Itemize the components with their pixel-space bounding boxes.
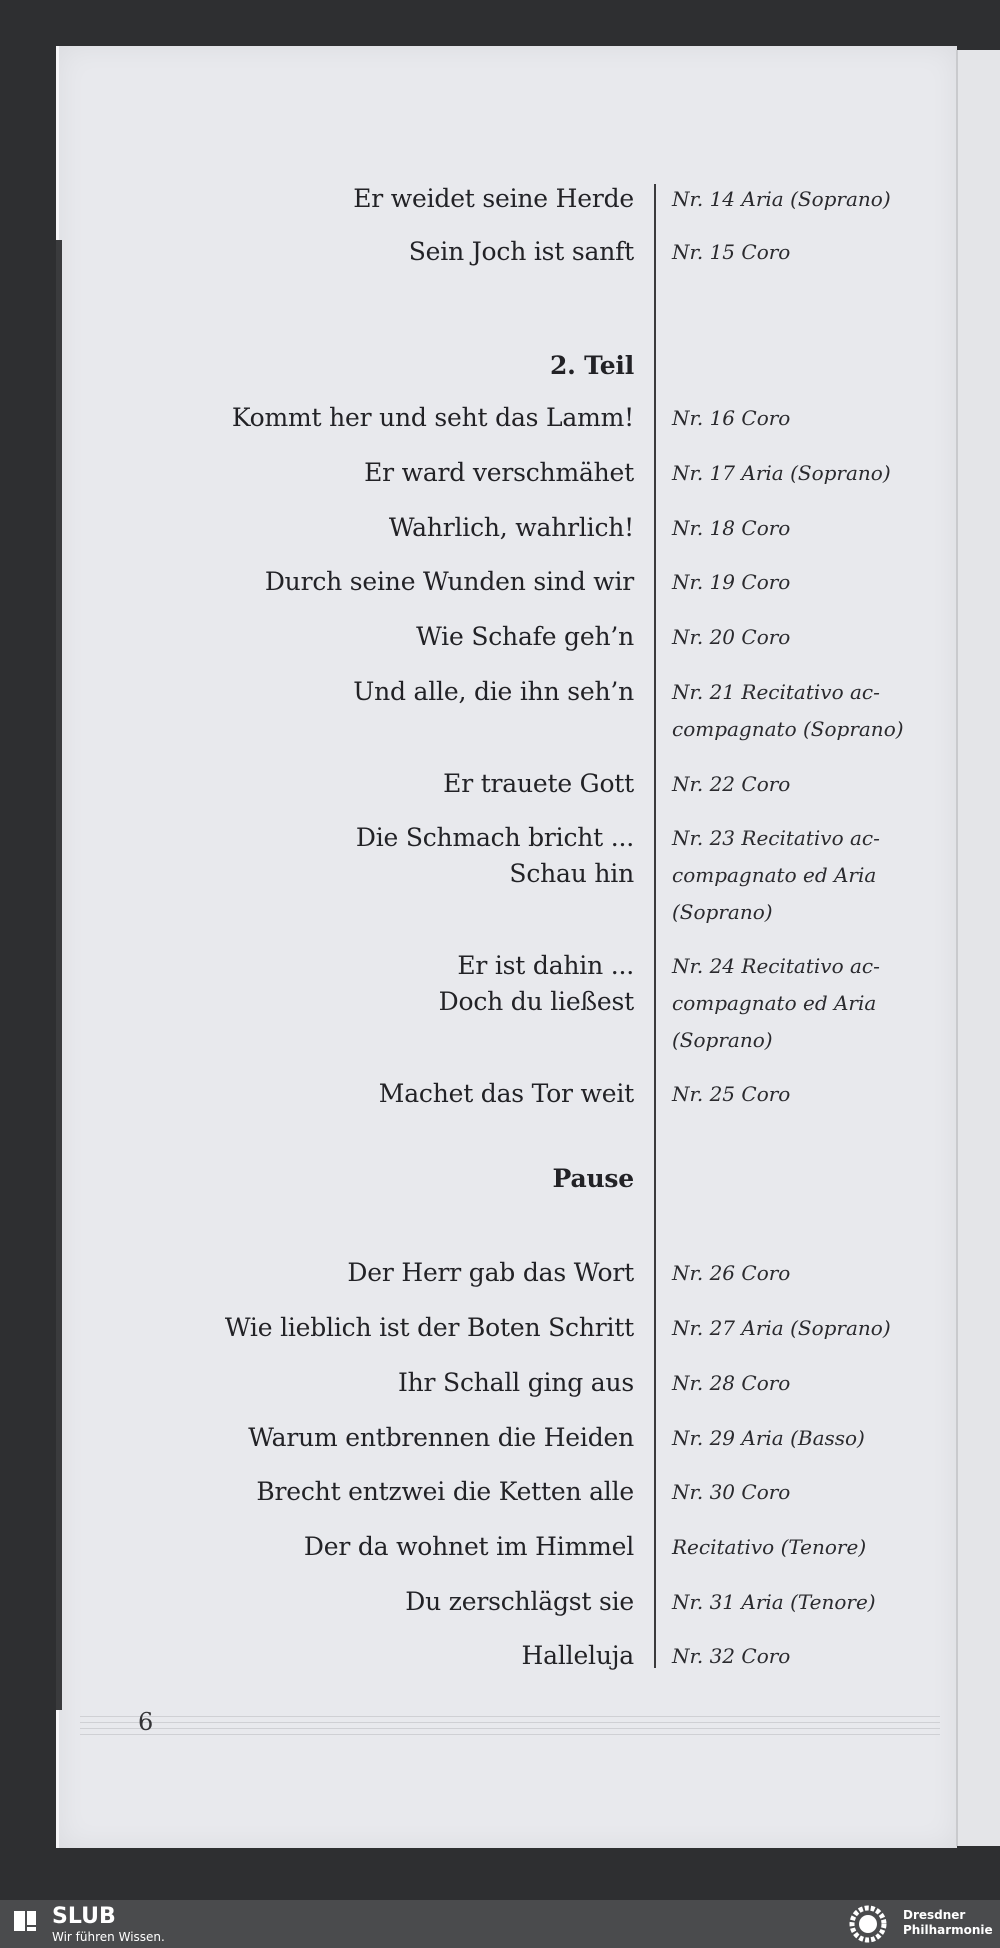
slub-tagline: Wir führen Wissen.: [52, 1930, 165, 1944]
entry-title: Der Herr gab das Wort: [347, 1258, 634, 1287]
entry-number: Nr. 27 Aria (Soprano): [672, 1316, 891, 1340]
entry-title: Er ist dahin ...: [457, 951, 634, 980]
entry-title: Er trauete Gott: [443, 769, 634, 798]
entry-number: Nr. 21 Recitativo ac- compagnato (Soprano): [672, 680, 904, 741]
entry-title: Warum entbrennen die Heiden: [248, 1423, 634, 1452]
entry-number: Nr. 26 Coro: [672, 1261, 791, 1285]
entry-number: Nr. 20 Coro: [672, 625, 791, 649]
entry-title: Kommt her und seht das Lamm!: [231, 403, 634, 432]
slub-logo-icon: [12, 1908, 38, 1934]
philharmonie-name: [903, 1908, 993, 1938]
entry-number: Nr. 14 Aria (Soprano): [672, 187, 891, 211]
section-title: Pause: [552, 1164, 634, 1193]
entry-number: Nr. 28 Coro: [672, 1371, 791, 1395]
philharmonie-line2: Philharmonie: [903, 1923, 993, 1937]
entry-title: Sein Joch ist sanft: [408, 237, 634, 266]
footer-bar: [0, 1900, 1000, 1948]
entry-title: Ihr Schall ging aus: [397, 1368, 634, 1397]
next-page-edge: [956, 50, 1000, 1846]
entry-number: Nr. 31 Aria (Tenore): [672, 1590, 876, 1614]
entry-number: Nr. 19 Coro: [672, 570, 791, 594]
entry-number: Nr. 25 Coro: [672, 1082, 791, 1106]
entry-number: Nr. 32 Coro: [672, 1644, 791, 1668]
entry-number: Nr. 15 Coro: [672, 240, 791, 264]
entry-title: Er ward verschmähet: [364, 458, 634, 487]
section-title: 2. Teil: [549, 351, 634, 380]
entry-number: Recitativo (Tenore): [672, 1535, 867, 1559]
entry-number: Nr. 29 Aria (Basso): [672, 1426, 865, 1450]
entry-title: Durch seine Wunden sind wir: [264, 567, 634, 596]
entry-title: Du zerschlägst sie: [405, 1587, 634, 1616]
entry-number: Nr. 22 Coro: [672, 772, 791, 796]
entry-title-line2: Schau hin: [509, 859, 634, 888]
entry-title: Machet das Tor weit: [378, 1079, 634, 1108]
program-page: [56, 46, 957, 1848]
entry-number: Nr. 16 Coro: [672, 406, 791, 430]
entry-number: Nr. 24 Recitativo ac- compagnato ed Aria (Soprano): [672, 954, 880, 1052]
entry-title: Wahrlich, wahrlich!: [388, 513, 634, 542]
entry-title: Und alle, die ihn seh’n: [353, 677, 634, 706]
philharmonie-line1: Dresdner: [903, 1908, 966, 1922]
entry-title: Die Schmach bricht ...: [355, 823, 634, 852]
entry-title: Halleluja: [521, 1641, 634, 1670]
entry-number: Nr. 23 Recitativo ac- compagnato ed Aria (Soprano): [672, 826, 880, 924]
entry-title: Brecht entzwei die Ketten alle: [256, 1477, 634, 1506]
page-number: 6: [138, 1708, 154, 1736]
entry-title-line2: Doch du ließest: [438, 987, 634, 1016]
entry-number: Nr. 17 Aria (Soprano): [672, 461, 891, 485]
entry-number: Nr. 18 Coro: [672, 516, 791, 540]
entry-title: Wie Schafe geh’n: [416, 622, 634, 651]
entry-number: Nr. 30 Coro: [672, 1480, 791, 1504]
slub-name: SLUB: [52, 1904, 116, 1929]
decorative-rule-lines: [80, 1716, 940, 1746]
entry-title: Der da wohnet im Himmel: [303, 1532, 634, 1561]
philharmonie-logo-icon: [842, 1904, 894, 1944]
entry-title: Wie lieblich ist der Boten Schritt: [224, 1313, 634, 1342]
column-divider: [654, 184, 656, 1668]
entry-title: Er weidet seine Herde: [353, 184, 634, 213]
page-spine: [56, 240, 62, 1710]
